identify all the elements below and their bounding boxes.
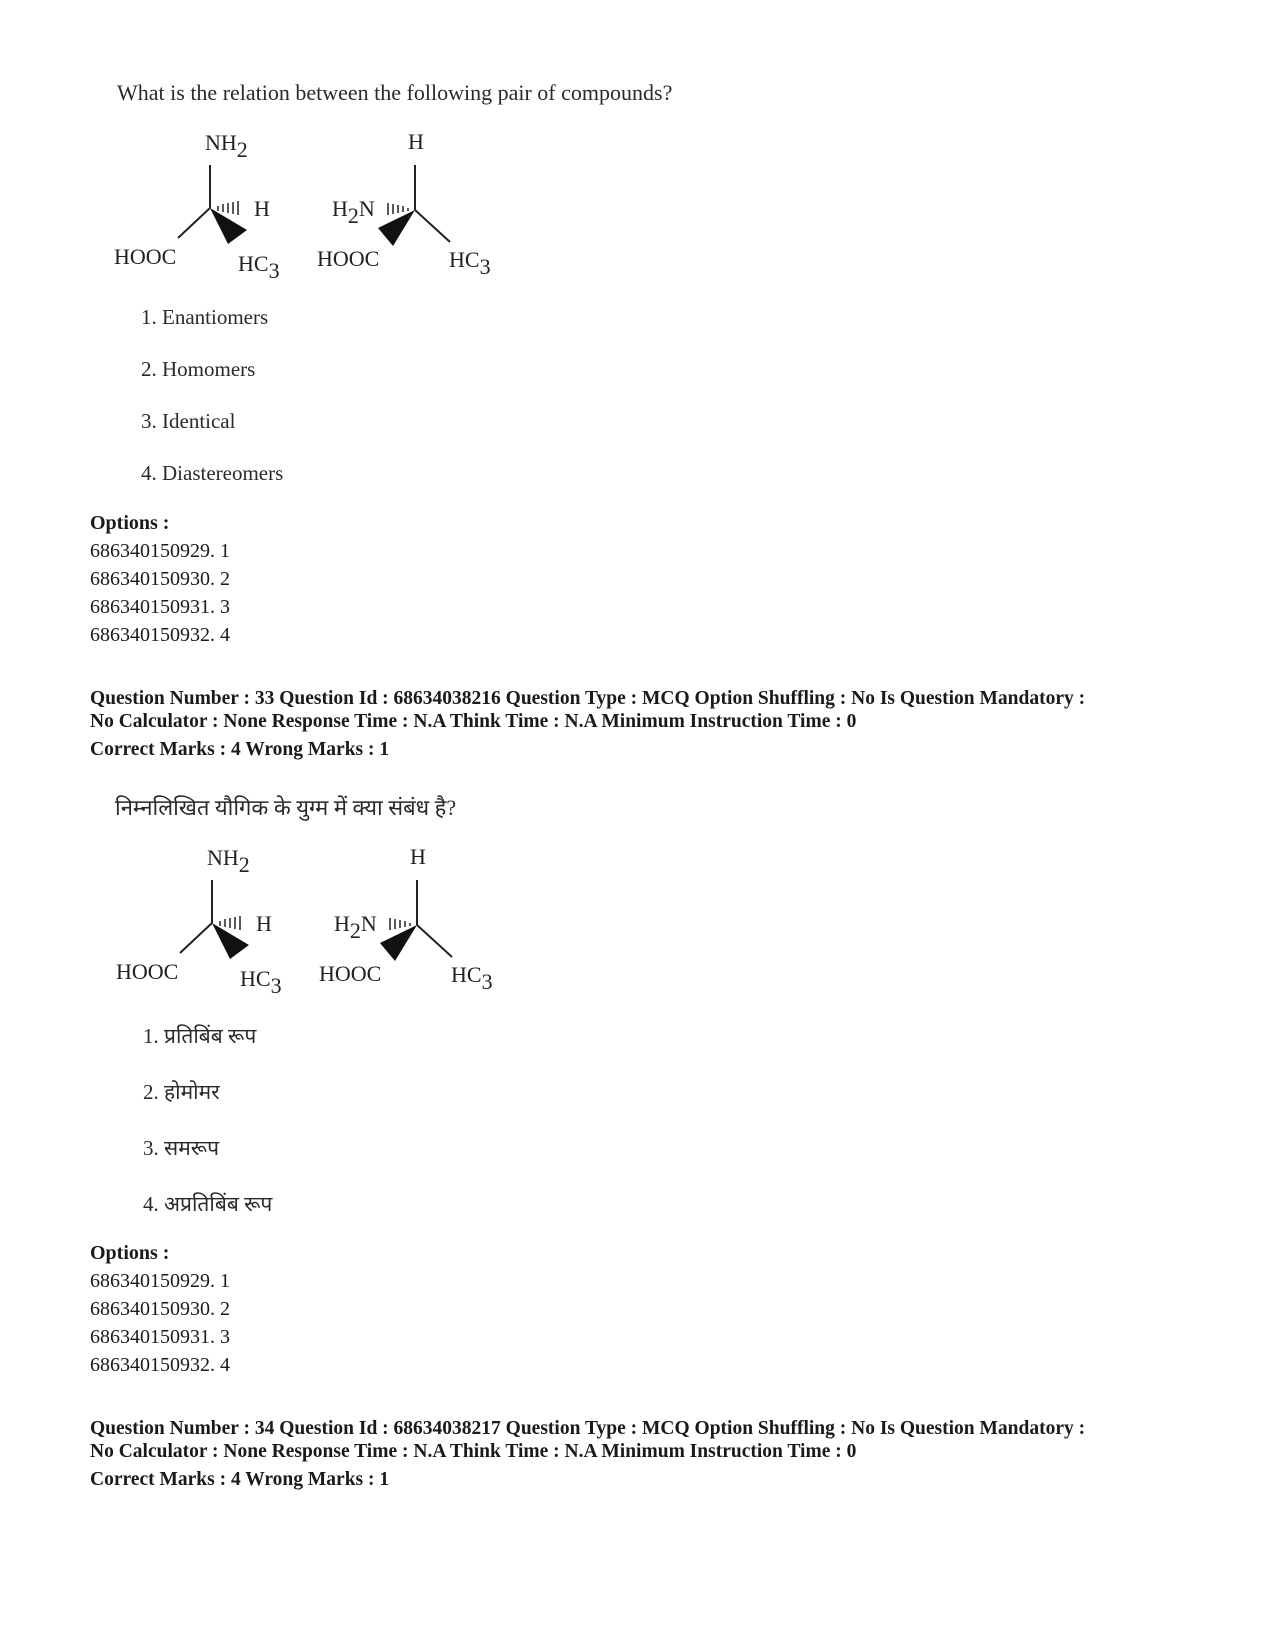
question-marks-line: Correct Marks : 4 Wrong Marks : 1 [90, 739, 390, 760]
bond-line [415, 210, 450, 242]
hooc-label: HOOC [317, 246, 380, 271]
hc3-label: HC3 [451, 962, 493, 994]
wedge-bond [378, 210, 415, 246]
options-heading: Options : [90, 512, 170, 534]
nh2-label: NH2 [207, 845, 250, 877]
hash-bond [390, 918, 410, 930]
choice-item: 4. Diastereomers [141, 461, 284, 485]
question-meta-line: No Calculator : None Response Time : N.A Think Time : N.A Minimum Instruction Time : 0 [90, 1441, 857, 1462]
hooc-label: HOOC [319, 961, 382, 986]
bond-line [417, 925, 452, 957]
wedge-bond [210, 208, 247, 244]
choice-item: 1. प्रतिबिंब रूप [143, 1024, 257, 1048]
h2n-label: H2N [332, 196, 375, 228]
hooc-label: HOOC [116, 959, 179, 984]
h-label: H [408, 129, 424, 154]
hash-bond [220, 916, 240, 930]
compound-pair-structure-english [110, 120, 510, 290]
choice-item: 3. Identical [141, 409, 236, 433]
h-label: H [410, 844, 426, 869]
choice-item: 4. अप्रतिबिंब रूप [143, 1192, 273, 1216]
question-text-english: What is the relation between the following pair of compounds? [117, 80, 673, 105]
bond-line [178, 208, 210, 238]
nh2-label: NH2 [205, 130, 248, 162]
option-id-line: 686340150929. 1 [90, 1270, 230, 1292]
question-meta-line: Question Number : 34 Question Id : 68634038217 Question Type : MCQ Option Shuffling : No Is Question Mandatory : [90, 1418, 1086, 1439]
hooc-label: HOOC [114, 244, 177, 269]
h2n-label: H2N [334, 911, 377, 943]
option-id-line: 686340150931. 3 [90, 596, 230, 618]
h-label: H [256, 911, 272, 936]
hc3-label: HC3 [449, 247, 491, 279]
option-id-line: 686340150931. 3 [90, 1326, 230, 1348]
option-id-line: 686340150932. 4 [90, 624, 230, 646]
choice-item: 1. Enantiomers [141, 305, 269, 329]
wedge-bond [212, 923, 249, 959]
choice-item: 3. समरूप [143, 1136, 219, 1160]
option-id-line: 686340150932. 4 [90, 1354, 230, 1376]
compound-pair-structure-hindi [112, 835, 512, 1005]
option-id-line: 686340150930. 2 [90, 568, 230, 590]
hc3-label: HC3 [240, 966, 282, 998]
option-id-line: 686340150929. 1 [90, 540, 230, 562]
question-meta-line: Question Number : 33 Question Id : 68634038216 Question Type : MCQ Option Shuffling : No Is Question Mandatory : [90, 688, 1086, 709]
wedge-bond [380, 925, 417, 961]
hash-bond [218, 201, 238, 215]
options-heading: Options : [90, 1242, 170, 1264]
choice-item: 2. होमोमर [143, 1080, 220, 1104]
question-text-hindi: निम्नलिखित यौगिक के युग्म में क्या संबंध है? [115, 795, 457, 820]
hc3-label: HC3 [238, 251, 280, 283]
bond-line [180, 923, 212, 953]
question-marks-line: Correct Marks : 4 Wrong Marks : 1 [90, 1469, 390, 1490]
h-label: H [254, 196, 270, 221]
question-meta-line: No Calculator : None Response Time : N.A Think Time : N.A Minimum Instruction Time : 0 [90, 711, 857, 732]
option-id-line: 686340150930. 2 [90, 1298, 230, 1320]
hash-bond [388, 203, 408, 215]
choice-item: 2. Homomers [141, 357, 256, 381]
